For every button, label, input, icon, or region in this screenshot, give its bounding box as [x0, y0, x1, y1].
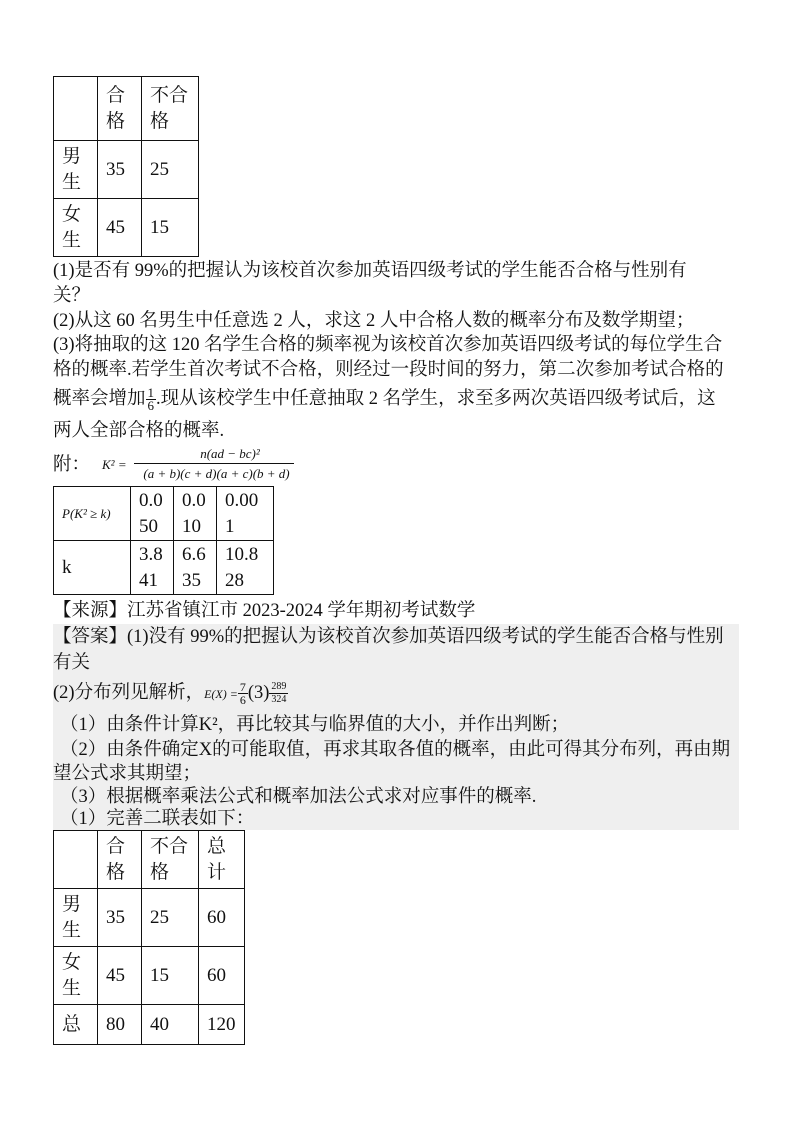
table2-cell: 6.6 35	[174, 541, 217, 595]
table2-cell: 0.00 1	[217, 487, 274, 541]
table3-cell: 40	[142, 1005, 199, 1045]
question-3-line-4: 两人全部合格的概率.	[53, 421, 225, 441]
k2-fraction-bar	[134, 463, 294, 464]
table2-cell: 10.8 28	[217, 541, 274, 595]
table2-row2-label: k	[54, 541, 131, 595]
k2-denominator: (a + b)(c + d)(a + c)(b + d)	[143, 466, 290, 481]
table3-cell: 60	[199, 889, 245, 947]
contingency-table-complete	[53, 830, 245, 1045]
question-2: (2)从这 60 名男生中任意选 2 人，求这 2 人中合格人数的概率分布及数学期望；	[53, 311, 695, 331]
analysis-step-1: （1）由条件计算K²，再比较其与临界值的大小，并作出判断；	[60, 715, 570, 735]
source-line: 【来源】江苏省镇江市 2023-2024 学年期初考试数学	[53, 601, 476, 621]
k2-numerator: n(ad − bc)²	[200, 446, 260, 461]
question-3-line-3: 概率会增加 $\frac{1}{6}$ .现从该校学生中任意抽取 2 名学生，求至多两次英语四级考试后，这	[53, 385, 716, 414]
analysis-step-2-line-2: 望公式求其期望；	[53, 764, 202, 784]
table3-cell: 80	[98, 1005, 142, 1045]
k2-lhs: K² =	[102, 457, 127, 472]
analysis-step-3: （3）根据概率乘法公式和概率加法公式求对应事件的概率.	[60, 787, 537, 807]
table3-corner-cell	[54, 831, 98, 889]
table3-header-pass: 合 格	[98, 831, 142, 889]
table3-header-fail: 不合 格	[142, 831, 199, 889]
table1-cell: 45	[98, 199, 142, 257]
appendix-label: 附：	[53, 455, 91, 475]
table1-header-fail: 不合 格	[142, 77, 199, 141]
table1-corner-cell	[54, 77, 98, 141]
fraction-289-324: $\frac{289}{324}$	[271, 681, 287, 706]
table2-cell: 0.0 10	[174, 487, 217, 541]
fraction-seven-sixths: $\frac{7}{6}$	[239, 680, 246, 708]
question-3-line-2: 格的概率.若学生首次考试不合格，则经过一段时间的努力，第二次参加考试合格的	[53, 360, 724, 380]
answer-line-2: 有关	[53, 653, 91, 673]
analysis-step-2-line-1: （2）由条件确定X的可能取值，再求其取各值的概率，由此可得其分布列，再由期	[60, 740, 731, 760]
table3-cell: 45	[98, 947, 142, 1005]
fraction-one-sixth: $\frac{1}{6}$	[147, 385, 155, 414]
table3-cell: 25	[142, 889, 199, 947]
table3-cell: 35	[98, 889, 142, 947]
table3-cell: 15	[142, 947, 199, 1005]
table3-row-label: 总	[54, 1005, 98, 1045]
table3-cell: 60	[199, 947, 245, 1005]
table2-cell: 3.8 41	[131, 541, 174, 595]
table1-row-label: 女 生	[54, 199, 98, 257]
critical-value-table	[53, 486, 274, 595]
table3-cell: 120	[199, 1005, 245, 1045]
table1-cell: 35	[98, 141, 142, 199]
table3-row-label: 男 生	[54, 889, 98, 947]
table1-cell: 15	[142, 199, 199, 257]
analysis-step-4: （1）完善二联表如下：	[60, 809, 255, 829]
table3-header-total: 总 计	[199, 831, 245, 889]
answer-line-3: (2)分布列见解析，E(X) = $\frac{7}{6}$ (3) $\frac{289}{324}$	[53, 680, 287, 708]
table3-row-label: 女 生	[54, 947, 98, 1005]
contingency-table-1	[53, 76, 199, 257]
question-1-line-1: (1)是否有 99%的把握认为该校首次参加英语四级考试的学生能否合格与性别有	[53, 261, 687, 281]
table1-cell: 25	[142, 141, 199, 199]
table2-cell: 0.0 50	[131, 487, 174, 541]
table1-row-label: 男 生	[54, 141, 98, 199]
table2-row1-label: P(K² ≥ k)	[54, 487, 131, 541]
question-1-line-2: 关？	[53, 286, 91, 306]
question-3-line-1: (3)将抽取的这 120 名学生合格的频率视为该校首次参加英语四级考试的每位学生合	[53, 335, 723, 355]
table1-header-pass: 合 格	[98, 77, 142, 141]
answer-line-1: 【答案】(1)没有 99%的把握认为该校首次参加英语四级考试的学生能否合格与性别	[53, 627, 724, 647]
